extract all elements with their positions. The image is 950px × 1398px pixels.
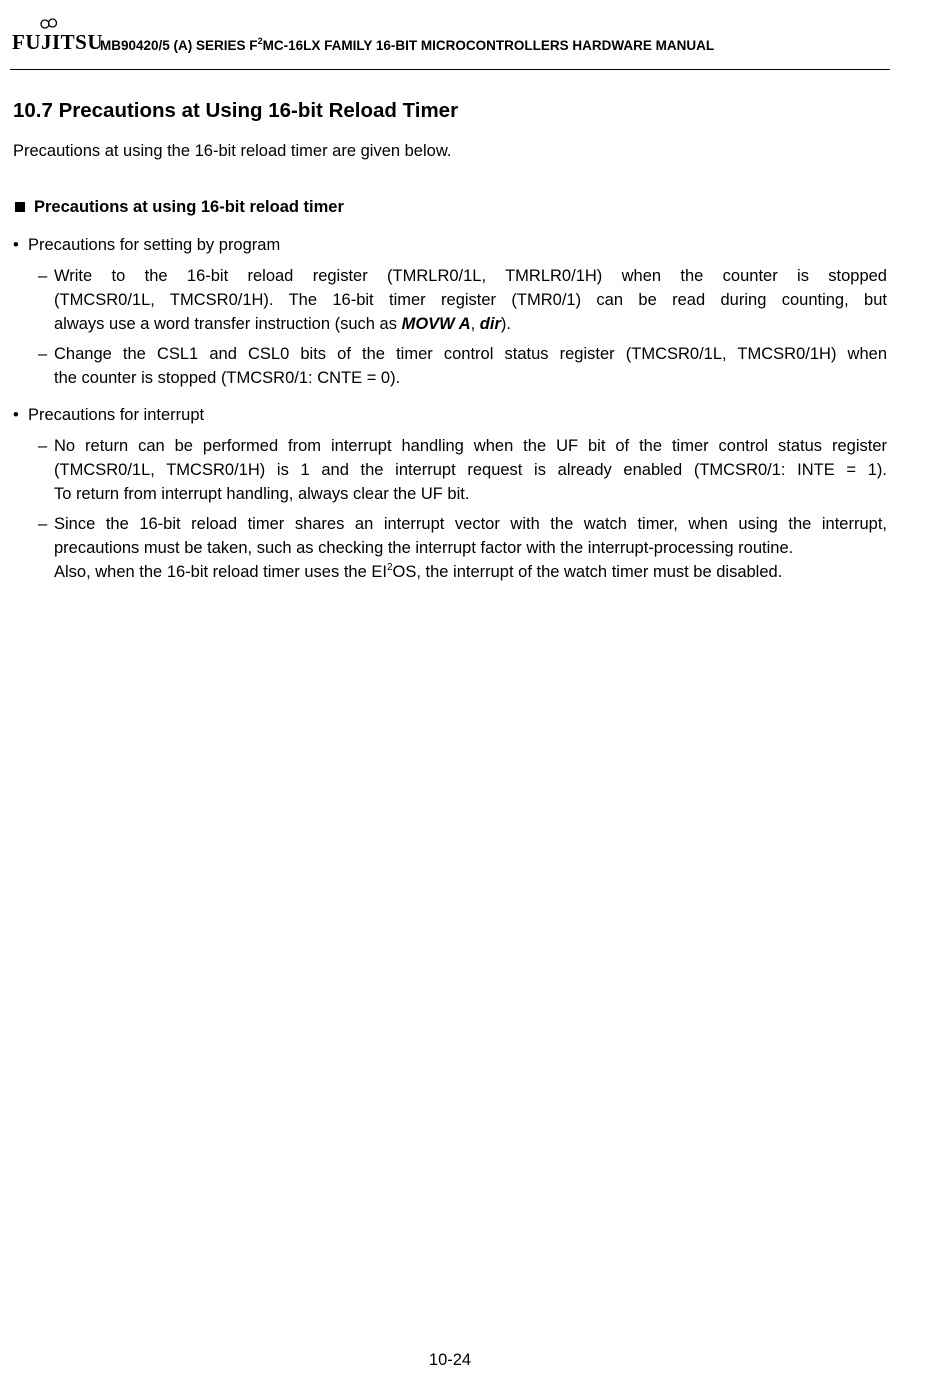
logo-text: FUJITSU (12, 30, 104, 54)
section-title: 10.7 Precautions at Using 16-bit Reload Timer (13, 99, 459, 122)
header-divider (10, 69, 890, 70)
item-line: precautions must be taken, such as checking the interrupt factor with the interrupt-processing routine. (54, 538, 794, 557)
bullet-glyph: • (13, 236, 19, 254)
dash-glyph: – (38, 345, 48, 363)
dash-glyph: – (38, 267, 48, 285)
item-separator: , (470, 314, 480, 333)
item-line: (TMCSR0/1L, TMCSR0/1H) is 1 and the interrupt request is already enabled (TMCSR0/1: INTE = 1). (54, 460, 887, 479)
black-square-icon (15, 202, 25, 212)
section-intro: Precautions at using the 16-bit reload timer are given below. (13, 142, 452, 160)
manual-title-superscript: 2 (257, 36, 263, 46)
list-item-shared-vector (38, 513, 887, 584)
item-line: No return can be performed from interrupt handling when the UF bit of the timer control status register (54, 437, 887, 455)
subsection-title: Precautions at using 16-bit reload timer (34, 198, 344, 216)
list-item-uf-bit (38, 435, 887, 506)
item-text: ). (500, 314, 511, 333)
dash-glyph: – (38, 515, 48, 533)
infinity-logo-icon (40, 18, 58, 30)
item-line (54, 561, 887, 585)
manual-title-suffix: MC-16LX FAMILY 16-BIT MICROCONTROLLERS HARDWARE MANUAL (262, 38, 715, 53)
item-line: Since the 16-bit reload timer shares an interrupt vector with the watch timer, when using the interrupt, (54, 515, 887, 533)
item-line: (TMCSR0/1L, TMCSR0/1H). The 16-bit timer register (TMR0/1) can be read during counting, but (54, 290, 887, 309)
list-item-csl-bits (38, 343, 887, 391)
bullet-glyph: • (13, 406, 19, 424)
bullet-label: Precautions for interrupt (28, 406, 205, 424)
item-line: To return from interrupt handling, always clear the UF bit. (54, 484, 470, 503)
bullet-interrupt (13, 406, 204, 425)
item-superscript: 2 (386, 561, 393, 573)
bullet-label: Precautions for setting by program (28, 236, 281, 254)
fujitsu-logo (12, 18, 104, 60)
list-item-reload-register (38, 265, 887, 336)
item-line: Write to the 16-bit reload register (TMRLR0/1L, TMRLR0/1H) when the counter is stopped (54, 267, 887, 285)
item-line (54, 313, 887, 337)
page-number: 10-24 (428, 1351, 472, 1369)
item-text: OS, the interrupt of the watch timer must be disabled. (392, 562, 783, 581)
dash-glyph: – (38, 437, 48, 455)
instruction-operand: dir (479, 314, 501, 333)
instruction-code: MOVW A (401, 314, 471, 333)
page-header (10, 18, 890, 70)
manual-title-prefix: MB90420/5 (A) SERIES F (100, 38, 258, 53)
item-line: Change the CSL1 and CSL0 bits of the timer control status register (TMCSR0/1L, TMCSR0/1H) when (54, 345, 887, 363)
item-text: Also, when the 16-bit reload timer uses the EI (54, 562, 387, 581)
bullet-setting-by-program (13, 236, 280, 255)
subsection-heading (13, 198, 344, 217)
item-text: always use a word transfer instruction (such as (54, 314, 402, 333)
item-line: the counter is stopped (TMCSR0/1: CNTE = 0). (54, 368, 401, 387)
manual-title (100, 38, 714, 53)
